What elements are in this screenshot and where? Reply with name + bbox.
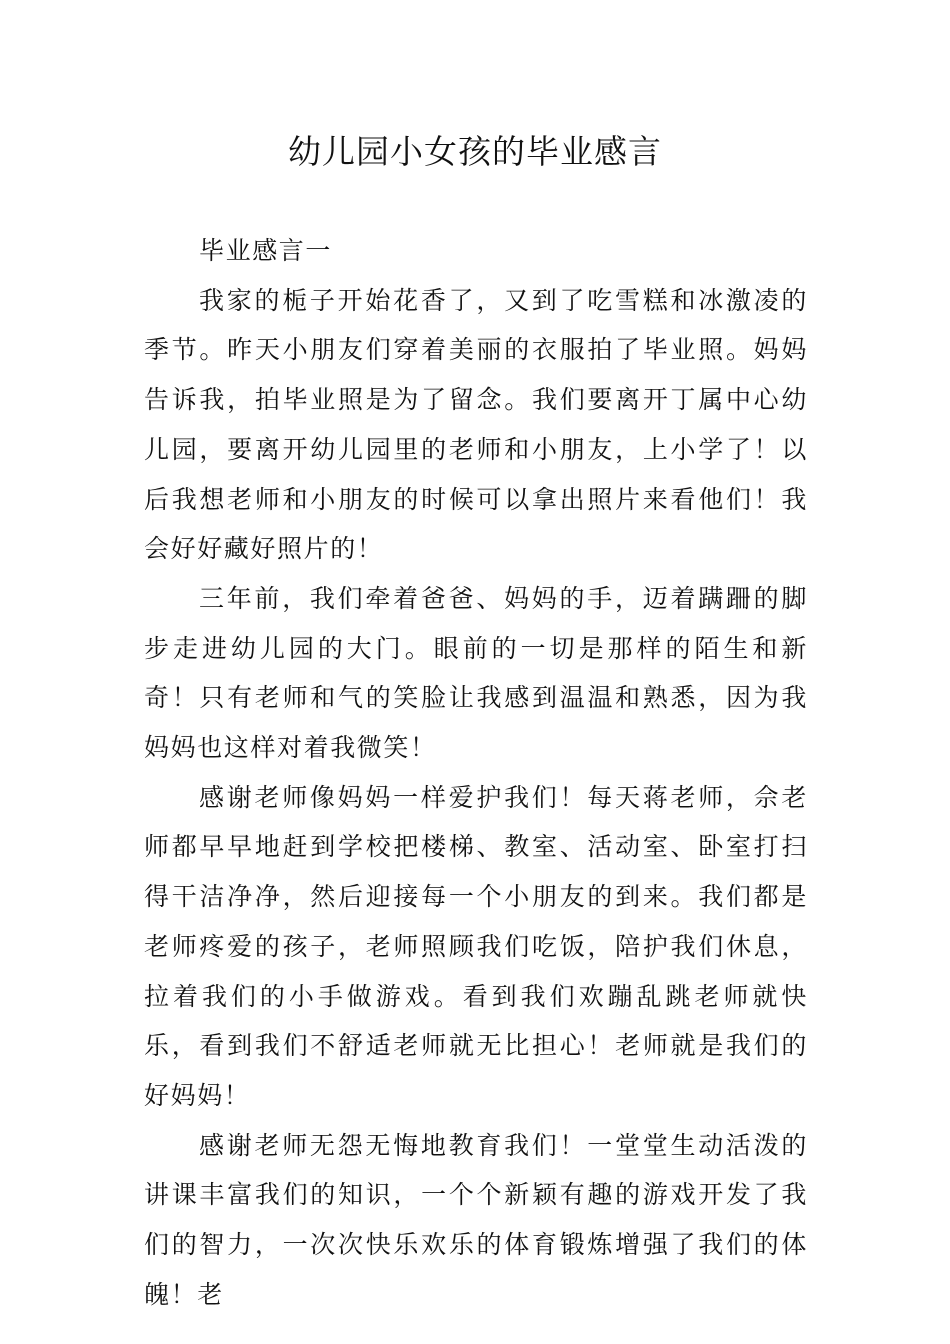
paragraph: 三年前，我们牵着爸爸、妈妈的手，迈着蹒跚的脚步走进幼儿园的大门。眼前的一切是那样的陌生和新奇！只有老师和气的笑脸让我感到温温和熟悉，因为我妈妈也这样对着我微笑！: [144, 583, 808, 763]
document-body: [144, 226, 808, 1319]
paragraph: 感谢老师无怨无悔地教育我们！一堂堂生动活泼的讲课丰富我们的知识，一个个新颖有趣的游戏开发了我们的智力，一次次快乐欢乐的体育锻炼增强了我们的体魄！老: [144, 1130, 808, 1309]
paragraph: 我家的栀子开始花香了，又到了吃雪糕和冰激凌的季节。昨天小朋友们穿着美丽的衣服拍了毕业照。妈妈告诉我，拍毕业照是为了留念。我们要离开丁属中心幼儿园，要离开幼儿园里的老师和小朋友，上小学了！以后我想老师和小朋友的时候可以拿出照片来看他们！我会好好藏好照片的！: [144, 285, 808, 564]
paragraph: 感谢老师像妈妈一样爱护我们！每天蒋老师，佘老师都早早地赶到学校把楼梯、教室、活动室、卧室打扫得干洁净净，然后迎接每一个小朋友的到来。我们都是老师疼爱的孩子，老师照顾我们吃饭，陪护我们休息，拉着我们的小手做游戏。看到我们欢蹦乱跳老师就快乐，看到我们不舒适老师就无比担心！老师就是我们的好妈妈！: [144, 782, 808, 1110]
section-heading: 毕业感言一: [199, 236, 333, 265]
document-title: 幼儿园小女孩的毕业感言: [288, 132, 662, 171]
